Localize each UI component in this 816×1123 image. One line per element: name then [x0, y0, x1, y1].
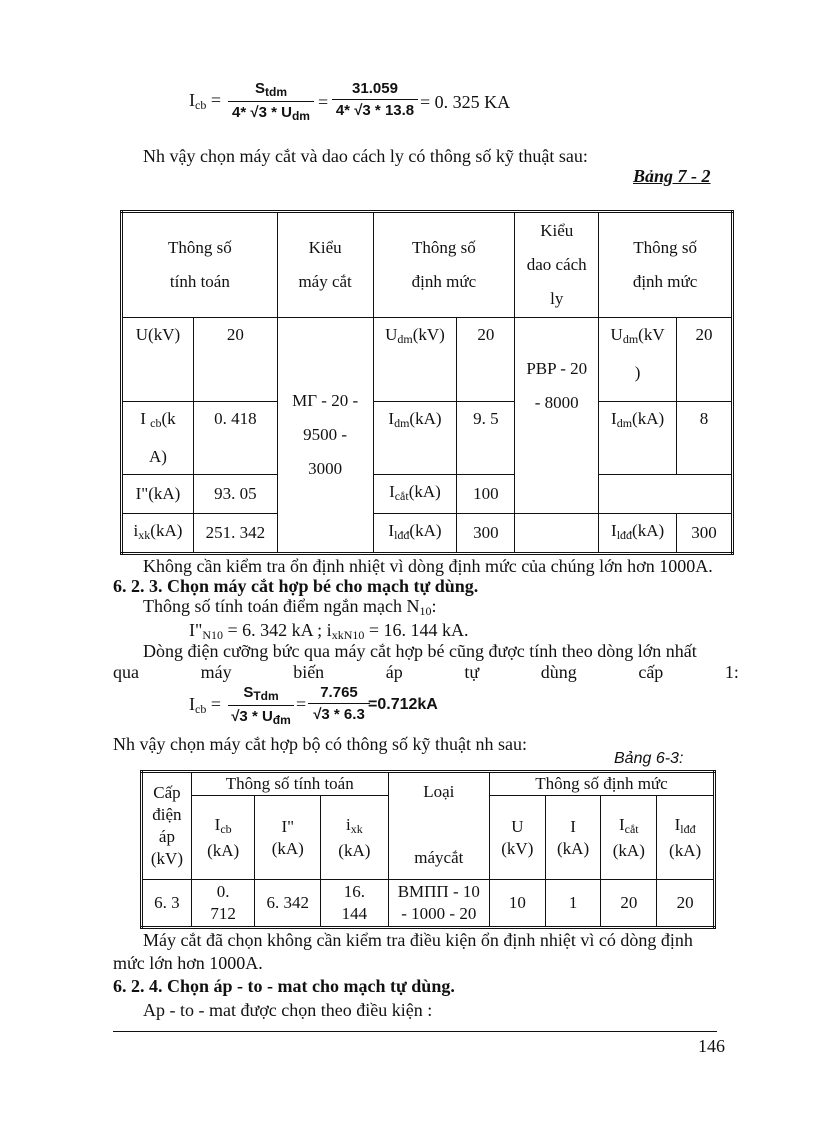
- th-kieu-daocachly: Kiểu dao cách ly: [515, 212, 599, 318]
- text-forced-current-line2: qua máy biến áp tự dùng cấp 1:: [113, 662, 739, 682]
- cell-idm2-label: $I_{dm}(kA)$: [599, 402, 677, 475]
- th-kieu-maycat: Kiểu máy cắt: [277, 212, 373, 318]
- table-row: [122, 402, 733, 475]
- th-i2: I" (kA): [255, 796, 321, 880]
- th-thongso-tinhtoan: Thông số tính toán: [191, 772, 388, 796]
- table-row: [122, 318, 733, 402]
- footer-rule: [113, 1031, 717, 1032]
- formula2-eq: =: [296, 694, 307, 714]
- formula2-fraction2: $\frac{7.765}{√3 * 6.3}$: [308, 684, 370, 723]
- cell-ildd: 20: [657, 880, 715, 928]
- table2: [140, 770, 716, 929]
- formula1-eq: =: [318, 92, 329, 112]
- cell-ildd2-value: 300: [677, 514, 733, 554]
- text-short-circuit-params: Thông số tính toán điểm ngắn mạch $N_{10}$:: [143, 596, 437, 618]
- cell-dcl-blank: [515, 514, 599, 554]
- th-loai-maycat: Loại máycắt: [388, 772, 489, 880]
- th-thongso-tinhtoan: Thông số tính toán: [122, 212, 278, 318]
- cell-u-label: U(kV): [122, 318, 194, 402]
- formula1-lhs: $I_{cb}$ =: [189, 90, 221, 112]
- cell-ixk-label: $i_{xk}(kA)$: [122, 514, 194, 554]
- text-breaker-no-check-2: mức lớn hơn 1000A.: [113, 953, 263, 973]
- cell-icat-value: 100: [457, 475, 515, 514]
- th-ixk: $i_{xk}$ (kA): [321, 796, 389, 880]
- th-cap-dien-ap: Cấp điện áp (kV): [142, 772, 192, 880]
- cell-maycat-type: MΓ - 20 - 9500 - 3000: [277, 318, 373, 554]
- heading-6-2-3: 6. 2. 3. Chọn máy cắt hợp bé cho mạch tự dùng.: [113, 576, 479, 596]
- cell-i2-value: 93. 05: [193, 475, 277, 514]
- cell-i2-label: I"(kA): [122, 475, 194, 514]
- formula2-fraction1: $S_{Tdm}$ $√3 * U_{đm}$: [228, 684, 294, 727]
- th-icat: $I_{cắt}$ (kA): [601, 796, 657, 880]
- th-thongso-dinhmuc: Thông số định mức: [489, 772, 714, 796]
- table2-caption: Bảng 6-3:: [614, 750, 684, 767]
- cell-idm-label: $I_{dm}(kA)$: [373, 402, 457, 475]
- table2-header-row1: [142, 772, 715, 796]
- page-number: 146: [698, 1036, 725, 1056]
- cell-udm-label: $U_{dm}(kV)$: [373, 318, 457, 402]
- table-row: [142, 880, 715, 928]
- cell-ildd2-label: $I_{lđđ}(kA)$: [599, 514, 677, 554]
- cell-dcl-type: PBP - 20 - 8000: [515, 318, 599, 514]
- cell-ildd-label: $I_{lđđ}(kA)$: [373, 514, 457, 554]
- cell-cap: 6. 3: [142, 880, 192, 928]
- text-forced-current: Dòng điện cưỡng bức qua máy cắt hợp bé cũng được tính theo dòng lớn nhất: [143, 641, 697, 661]
- cell-ildd-value: 300: [457, 514, 515, 554]
- cell-udm-value: 20: [457, 318, 515, 402]
- cell-u: 10: [489, 880, 545, 928]
- cell-ixk: 16. 144: [321, 880, 389, 928]
- th-u: U (kV): [489, 796, 545, 880]
- th-thongso-dinhmuc-1: Thông số định mức: [373, 212, 515, 318]
- cell-icat: 20: [601, 880, 657, 928]
- cell-empty: [599, 475, 733, 514]
- cell-i: 1: [545, 880, 601, 928]
- text-aptomat-condition: Ap - to - mat được chọn theo điều kiện :: [143, 1000, 433, 1020]
- table-row: [122, 475, 733, 514]
- text-breaker-no-check: Máy cắt đã chọn không cần kiểm tra điều kiện ổn định nhiệt vì có dòng định: [143, 930, 693, 950]
- formula2-result: =0.712kA: [368, 696, 438, 713]
- th-ildd: $I_{lđđ}$ (kA): [657, 796, 715, 880]
- formula1-fraction2: $\frac{31.059}{4* √3 * 13.8}$: [332, 80, 418, 119]
- table1-header-row: [122, 212, 733, 318]
- table1-caption: Bảng 7 - 2: [633, 166, 711, 186]
- table-row: [122, 514, 733, 554]
- text-choose-switchgear: Nh vậy chọn máy cắt hợp bộ có thông số kỹ thuật nh sau:: [113, 734, 527, 754]
- text-n10-values: $I"_{N10} = 6$. 342 kA ; $i_{xkN10} = 16$. 144 kA.: [189, 620, 469, 642]
- cell-udm2-value: 20: [677, 318, 733, 402]
- cell-icb: 0. 712: [191, 880, 255, 928]
- table1: [120, 210, 734, 555]
- formula1-fraction1: $S_{tdm}$ 4* $√3 * U_{dm}$: [228, 80, 314, 123]
- cell-ixk-value: 251. 342: [193, 514, 277, 554]
- cell-udm2-label: $U_{dm}(kV$ ): [599, 318, 677, 402]
- cell-i2: 6. 342: [255, 880, 321, 928]
- cell-icb-label: I $_{cb}$(k A): [122, 402, 194, 475]
- text-choose-breaker: Nh vậy chọn máy cắt và dao cách ly có thông số kỹ thuật sau:: [143, 146, 588, 166]
- cell-u-value: 20: [193, 318, 277, 402]
- cell-idm-value: 9. 5: [457, 402, 515, 475]
- text-no-thermal-check: Không cần kiểm tra ổn định nhiệt vì dòng định mức của chúng lớn hơn 1000A.: [143, 556, 713, 576]
- cell-icb-value: 0. 418: [193, 402, 277, 475]
- th-thongso-dinhmuc-2: Thông số định mức: [599, 212, 733, 318]
- cell-loai: BMΠΠ - 10 - 1000 - 20: [388, 880, 489, 928]
- th-i: I (kA): [545, 796, 601, 880]
- th-icb: $I_{cb}$ (kA): [191, 796, 255, 880]
- formula1-result: = 0. 325 KA: [420, 92, 511, 112]
- cell-icat-label: $I_{cắt}(kA)$: [373, 475, 457, 514]
- heading-6-2-4: 6. 2. 4. Chọn áp - to - mat cho mạch tự dùng.: [113, 976, 455, 996]
- formula2-lhs: $I_{cb}$ =: [189, 694, 221, 716]
- cell-idm2-value: 8: [677, 402, 733, 475]
